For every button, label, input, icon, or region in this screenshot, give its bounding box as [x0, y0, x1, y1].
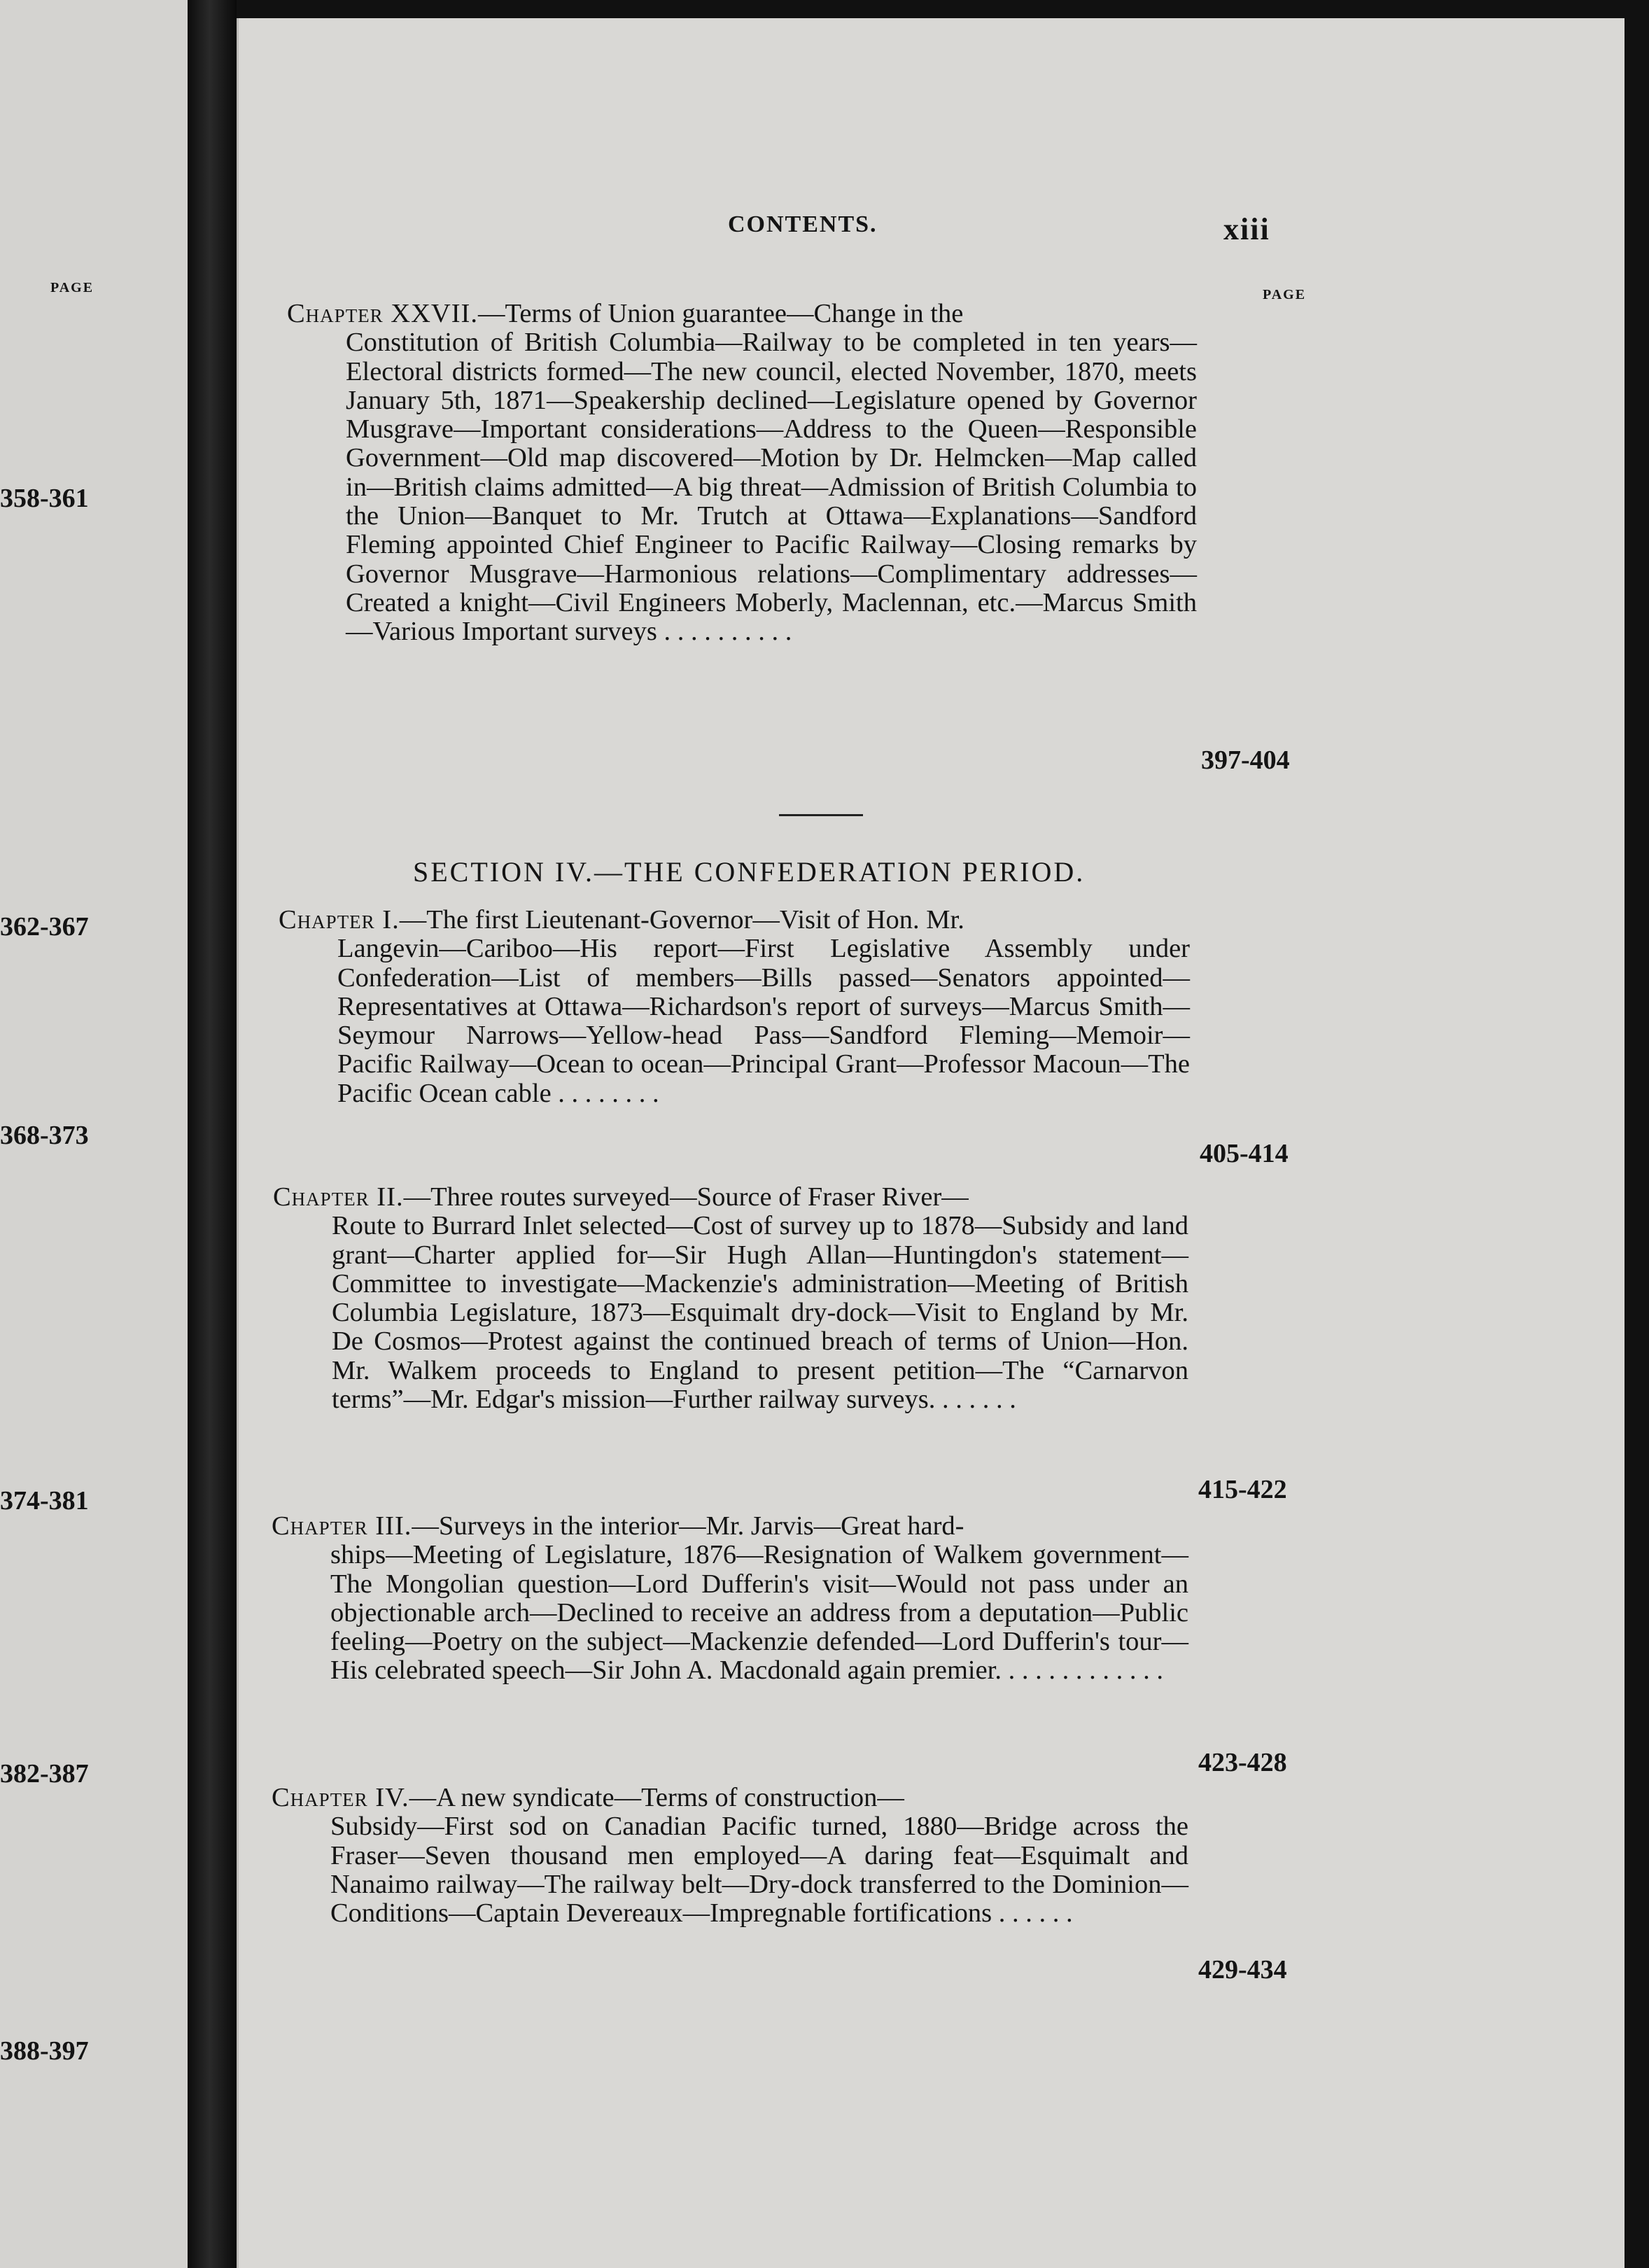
chapter-lead: Chapter XXVII. — [287, 299, 478, 328]
left-page-ref: 362-367 — [0, 912, 89, 941]
left-page-ref: 368-373 — [0, 1121, 89, 1150]
entry-text: Constitution of British Columbia—Railway to be completed in ten years—Electoral districts formed—The new council, elected November, 1870, meets January 5th, 1871—Speakership declined—Legislature opened by Governor Musgrave—Important considerations—Address to the Queen—Responsible Government—Old map discovered—Motion by Dr. Helmcken—Map called in—British claims admitted—A big threat—Admission of British Columbia to the Union—Banquet to Mr. Trutch at Ottawa—Explanations—Sandford Fleming appointed Chief Engineer to Pacific Railway—Closing remarks by Governor Musgrave—Harmonious relations—Complimentary addresses—Created a knight—Civil Engineers Moberly, Maclennan, etc.—Marcus Smith—Various Important surveys — [346, 328, 1197, 647]
toc-entry — [272, 1784, 1188, 1928]
page-column-label: PAGE — [1263, 287, 1307, 302]
entry-first-line: —Terms of Union guarantee—Change in the — [478, 299, 964, 328]
page-range: 429-434 — [1198, 1955, 1287, 1984]
leader-dots: . . . . . . — [998, 1898, 1073, 1928]
entry-text: Route to Burrard Inlet selected—Cost of survey up to 1878—Subsidy and land grant—Charter applied for—Sir Hugh Allan—Huntingdon's statement—Committee to investigate—Mackenzie's administration—Meeting of British Columbia Legislature, 1873—Esquimalt dry-dock—Visit to England by Mr. De Cosmos—Protest against the continued breach of terms of Union—Hon. Mr. Walkem proceeds to England to present petition—The “Carnarvon terms”—Mr. Edgar's mission—Further railway surveys. — [332, 1211, 1188, 1415]
left-page-ref: 374-381 — [0, 1486, 89, 1516]
left-page-ref: 382-387 — [0, 1759, 89, 1788]
page-number: xiii — [1223, 212, 1270, 246]
entry-text: Subsidy—First sod on Canadian Pacific turned, 1880—Bridge across the Fraser—Seven thousand men employed—A daring feat—Esquimalt and Nanaimo railway—The railway belt—Dry-dock transferred to the Dominion—Conditions—Captain Devereaux—Impregnable fortifications — [330, 1812, 1188, 1928]
chapter-lead: Chapter II. — [273, 1182, 404, 1212]
leader-dots: . . . . . . . . — [558, 1078, 659, 1108]
leader-dots: . . . . . . . . . . — [664, 617, 792, 647]
section-heading: SECTION IV.—THE CONFEDERATION PERIOD. — [413, 856, 1086, 888]
left-page-ref: 358-361 — [0, 484, 89, 513]
entry-first-line: —Three routes surveyed—Source of Fraser River— — [403, 1182, 969, 1212]
chapter-lead: Chapter IV. — [272, 1783, 409, 1812]
chapter-lead: Chapter III. — [272, 1511, 412, 1541]
page-range: 405-414 — [1200, 1139, 1289, 1168]
page-range: 423-428 — [1198, 1748, 1287, 1777]
entry-first-line: —A new syndicate—Terms of construction— — [409, 1783, 904, 1812]
toc-entry — [272, 1512, 1188, 1686]
previous-page-margin — [0, 0, 188, 2268]
left-page-label: PAGE — [50, 280, 94, 295]
leader-dots: . . . . . . . . . . . . — [1008, 1656, 1164, 1686]
page-range: 415-422 — [1198, 1475, 1287, 1504]
running-head: CONTENTS. — [728, 211, 878, 237]
left-page-ref: 388-397 — [0, 2036, 89, 2066]
leader-dots: . . . . . . — [941, 1385, 1016, 1415]
toc-entry — [279, 906, 1190, 1108]
entry-first-line: —The first Lieutenant-Governor—Visit of Hon. Mr. — [399, 905, 964, 934]
book-gutter — [188, 0, 237, 2268]
page-range: 397-404 — [1201, 746, 1290, 775]
entry-first-line: —Surveys in the interior—Mr. Jarvis—Great hard- — [412, 1511, 964, 1541]
toc-entry — [287, 300, 1197, 647]
toc-entry — [273, 1183, 1188, 1414]
section-divider — [779, 814, 863, 816]
chapter-lead: Chapter I. — [279, 905, 400, 934]
entry-text: ships—Meeting of Legislature, 1876—Resignation of Walkem government—The Mongolian question—Lord Dufferin's visit—Would not pass under an objectionable arch—Declined to receive an address from a deputation—Public feeling—Poetry on the subject—Mackenzie defended—Lord Dufferin's tour—His celebrated speech—Sir John A. Macdonald again premier. — [330, 1540, 1188, 1686]
entry-text: Langevin—Cariboo—His report—First Legislative Assembly under Confederation—List of members—Bills passed—Senators appointed—Representatives at Ottawa—Richardson's report of surveys—Marcus Smith—Seymour Narrows—Yellow-head Pass—Sandford Fleming—Memoir—Pacific Railway—Ocean to ocean—Principal Grant—Professor Macoun—The Pacific Ocean cable — [337, 934, 1190, 1108]
